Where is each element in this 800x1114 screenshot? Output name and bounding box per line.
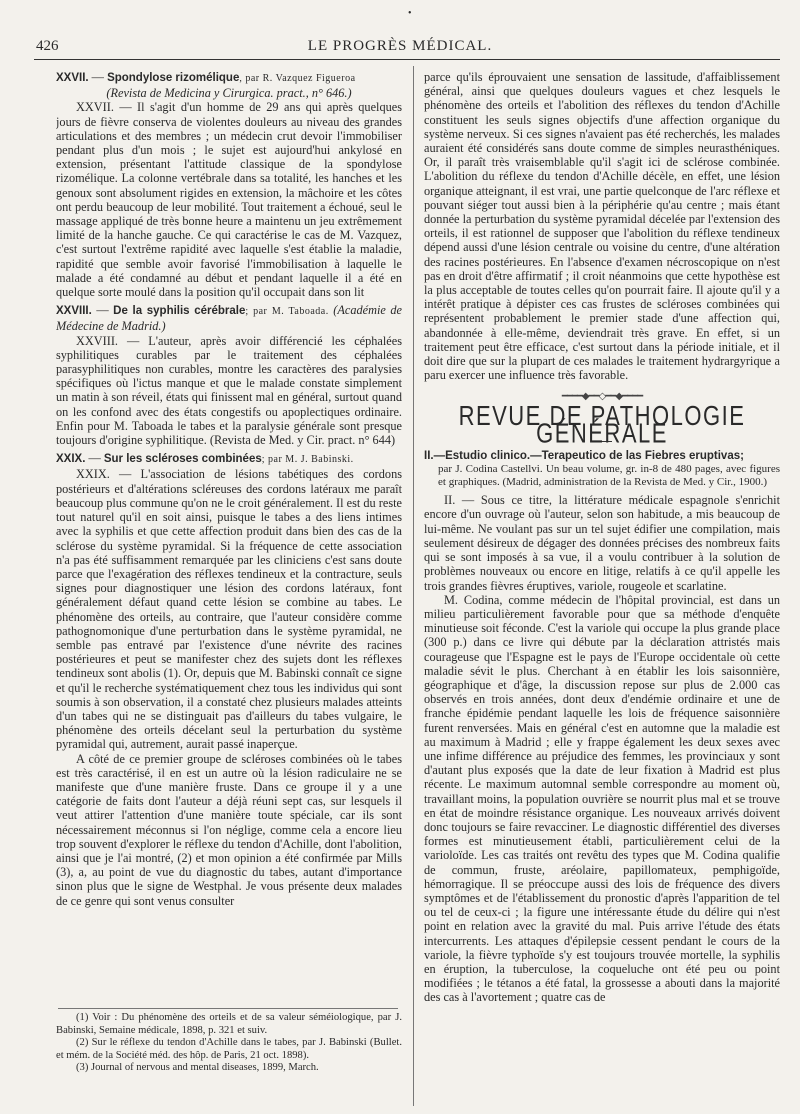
right-column bbox=[424, 70, 780, 1110]
header-rule bbox=[34, 59, 780, 60]
top-mark: • bbox=[408, 8, 412, 19]
review-paragraph: II. — Sous ce titre, la littérature médicale espagnole s'enrichit encore d'un ouvrage où l'auteur, selon son habitude, a mis beaucoup de lui-même. Ne voulant pas sur un tel sujet édifier une compilation, mais seulement désireux de dégager des données précises des nombreux faits qui se sont imposés à sa vue, il a voulu contribuer à la solution de problèmes nouveaux ou encore en litige, relatifs à ce qu'il appelle les trois grandes fièvres éruptives, variole, rougeole et scarlatine. bbox=[424, 493, 780, 593]
section-number: XXIX. bbox=[56, 453, 86, 466]
section-number: XXVIII. bbox=[56, 305, 92, 318]
section-source: (Académie de Médecine de Madrid.) bbox=[56, 303, 402, 334]
section-xxix-heading: XXIX. — Sur les scléroses combinées; par M. J. Babinski. bbox=[56, 451, 354, 466]
section-title: Sur les scléroses combinées bbox=[103, 453, 262, 466]
left-column bbox=[56, 70, 402, 1004]
column-divider bbox=[413, 66, 414, 1106]
footnote-rule bbox=[58, 1008, 398, 1009]
section-xxvii-heading: XXVII. — Spondylose rizomélique, par R. Vazquez Figueroa bbox=[56, 70, 356, 84]
section-xxvii-body: XXVII. — Il s'agit d'un homme de 29 ans qui après quelques jours de fièvre conserva de violentes douleurs au niveau des grandes articulations et des membres ; un médecin crut devoir l'immobiliser pendant plus d'un mois ; le sujet est aujourd'hui ankylosé en extension, présentant l'attitude classique de la spondylose rizomélique. La colonne vertébrale dans sa totalité, les hanches et les genoux sont absolument rigides en extension, la mâchoire et les côtes ont perdu beaucoup de leur mobilité. Tout traitement a échoué, seul le massage appliqué de très bonne heure a maintenu un jeu extrêmement limité de la hanche gauche. Ce qui caractérise le cas de M. Vazquez, c'est surtout l'extrême rapidité avec laquelle s'est établie la maladie, rapidité que semble avoir favorisé l'immobilisation à laquelle le malade a été condamné au début et pendant laquelle il a été en quelque sorte moulé dans la position qu'il occupait dans son lit bbox=[56, 100, 402, 300]
section-author: , par R. Vazquez Figueroa bbox=[239, 73, 356, 84]
review-heading bbox=[424, 448, 780, 463]
section-title: Spondylose rizomélique bbox=[107, 72, 240, 84]
section-author: ; par M. J. Babinski. bbox=[261, 454, 354, 466]
section-source: (Revista de Medicina y Cirurgica. pract., n° 646.) bbox=[106, 86, 352, 101]
page-header bbox=[0, 38, 800, 60]
section-xxix-body: XXIX. — L'association de lésions tabétiques des cordons postérieurs et d'altérations scléreuses des cordons latéraux me paraît beaucoup plus commune qu'on ne le croit généralement. Il est du reste tout naturel qu'il en soit ainsi, puisque le tabes a des liens intimes avec la syphilis et que cette affection produit dans bien des cas de la sclérose du système pyramidal. Si la fréquence de cette association n'a pas été suffisamment remarquée par les cliniciens c'est sans doute parce que l'exagération des réflexes tendineux et la contracture, seuls signes pour diagnostiquer une lésion des cordons latéraux, font généralement défaut quand cette lésion se combine au tabes. Le phénomène des orteils, au contraire, que l'auteur considère comme pathognomonique d'une perturbation dans le système pyramidal, ne semble pas entravé par l'existence d'une névrite des racines postérieures et peut se manifester chez des sujets dont les réflexes tendineux sont abolis (1). Or, depuis que M. Babinski connaît ce signe et qu'il le recherche systématiquement chez tous les individus qui sont soumis à son observation, il a constaté chez plusieurs malades atteints d'un tabes qui ne se distinguait pas d'ailleurs du tabes vulgaire, le phénomène des orteils décelant seul la perturbation du système pyramidal qui, autrement, aurait passé inaperçue. bbox=[56, 467, 402, 752]
section-number: XXVII. bbox=[56, 72, 89, 84]
review-title: II.—Estudio clinico.—Terapeutico de las Fiebres eruptivas; bbox=[424, 450, 744, 463]
continued-text: parce qu'ils éprouvaient une sensation de lassitude, d'affaiblissement général, ainsi que quelques douleurs vagues et chez lesquels le phénomène des orteils et l'abolition des réflexes du tendon d'Achille constituent les seuls signes objectifs d'une affection organique du système nerveux. Si ces signes n'avaient pas été recherchés, les malades auraient été considérés sans doute comme de simples neurasthéniques. Or, il paraît très vraisemblable qu'il s'agit ici de sclérose combinée. L'abolition du réflexe du tendon d'Achille décèle, en effet, une lésion organique atteignant, il est vrai, une partie quelconque de l'arc réflexe et pouvant siéger tout aussi bien à la périphérie qu'au centre ; mais étant donnée la perturbation du système pyramidal décelée par l'extension des orteils, il est rationnel de supposer que l'abolition du réflexe tendineux dépend aussi d'une lésion centrale ou voisine du centre, d'une altération des racines postérieures. En l'absence d'examen nécroscopique on n'est pas en droit d'être affirmatif ; il croit néanmoins que cette hypothèse est la plus acceptable de toutes celles qu'on pourrait faire. Il ajoute qu'il y a intérêt pratique à dépister ces cas frustes de scléroses combinées qui représentent probablement le premier stade d'une affection qui, abandonnée à elle-même, deviendrait très grave. En effet, si un traitement peut être efficace, c'est surtout dans la période initiale, et il doit dire que sur la plupart de ces malades le traitement hydrargyrique a paru exercer une influence très favorable. bbox=[424, 70, 780, 383]
revue-title: REVUE DE PATHOLOGIE GÉNÉRALE bbox=[458, 399, 746, 449]
page-number: 426 bbox=[36, 38, 59, 54]
running-title: LE PROGRÈS MÉDICAL. bbox=[307, 38, 493, 54]
section-ornament: ━━━━◆━━◇━━◆━━━━ bbox=[561, 391, 643, 403]
review-paragraph: M. Codina, comme médecin de l'hôpital provincial, est dans un milieu particulièrement favorable pour que sa méthode d'enquête minutieuse soit féconde. C'est la variole qui occupe la plus grande place (300 p.) dans ce livre qui débute par la déclaration attristés mais courageuse que l'Espagne est le pays de l'Europe occidentale où cette maladie sévit le plus. Cherchant à en établir les lois saisonnière, géographique et d'âge, la discussion repose sur plus de 2.000 cas observés en trois années, dont deux d'endémie ordinaire et une de franche épidémie pendant laquelle les lois de fréquence saisonnière furent renversées. Mais en général c'est en automne que la maladie est au maximum à Madrid ; elle y frappe également les deux sexes avec une infime différence au préjudice des femmes, les provinciaux y sont d'autant plus exposés que la date de leur fixation à Madrid est plus récente. Le maximum automnal semble correspondre au moment où, travaillant moins, la population ouvrière se nourrit plus mal et se trouve en état de moindre résistance organique. Les nouveaux arrivés doivent donc toujours se faire revacciner. Le diagnostic différentiel des diverses formes est minutieusement établi, particulièrement celui de la varioloïde. Les cas traités ont revêtu des types que M. Codina qualifie de commun, fruste, aréolaire, papillomateux, pemphigoïde, hémorragique. Il se préoccupe aussi des lois de fréquence des divers symptômes et de l'établissement du pronostic d'après l'apparition de tel ou tel de ceux-ci ; la figure une intéressante étude du délire qui n'est point en relation avec la gravité du mal. Puis arrive l'étude des états intercurrents. Les attaques d'épilepsie cessent pendant le cours de la variole, la fièvre typhoïde s'y est toujours trouvée mortelle, la syphilis en éruption, la tuberculose, la coqueluche ont été peu ou point modifiées ; le tétanos a été fatal, la grossesse a abouti dans la majorité des cas à l'avortement ; quatre cas de bbox=[424, 592, 780, 1005]
section-xxviii-body: XXVIII. — L'auteur, après avoir différencié les céphalées syphilitiques curables par le traitement des céphalées parasyphilitiques non curables, montre les caractères des paralysies spécifiques où l'ictus manque et que le malade constate simplement un matin à son réveil, états qui finissent mal en général, surtout quand on les confond avec des états congestifs ou apoplectiques ordinaire. Enfin pour M. Taboada le tabes et la paralysie générale sont presque toujours d'origine syphilitique. (Revista de Med. y Cir. pract. n° 644) bbox=[56, 333, 402, 448]
footnote: (3) Journal of nervous and mental diseases, 1899, March. bbox=[76, 1062, 319, 1073]
section-xxix-body-2: A côté de ce premier groupe de scléroses combinées où le tabes est très caractérisé, il en est un autre où la lésion radiculaire ne se manifeste que d'une manière fruste. Dans ce groupe il y a une catégorie de faits dont l'auteur a déjà réuni sept cas, sur lesquels il veut attirer l'attention d'une manière toute spéciale, car ils sont nécessairement méconnus si l'on néglige, comme cela a encore lieu trop souvent d'explorer le réflexe du tendon d'Achille, dont l'abolition, ainsi que je l'ai montré, (2) et mon opinion a été confirmée par Mills (3), a, au point de vue du diagnostic du tabes, autant d'importance sinon plus que le signe de Westphal. Je vous présente deux malades de ce genre qui sont venus consulter bbox=[56, 751, 402, 908]
footnotes bbox=[56, 1012, 402, 1075]
footnote: (2) Sur le réflexe du tendon d'Achille dans le tabes, par J. Babinski (Bullet. et mém. de la Société méd. des hôp. de Paris, 21 oct. 1898). bbox=[56, 1037, 402, 1061]
section-xxviii-heading: XXVIII. — De la syphilis cérébrale; par M. Taboada. (Académie de Médecine de Madrid.) bbox=[56, 303, 402, 334]
section-author: ; par M. Taboada. bbox=[245, 306, 329, 318]
review-reference: par J. Codina Castellvi. Un beau volume, gr. in-8 de 480 pages, avec figures et graphiques. (Madrid, administration de la Revista de Med. y Cir., 1900.) bbox=[438, 463, 780, 489]
section-title: De la syphilis cérébrale bbox=[113, 305, 246, 318]
footnote: (1) Voir : Du phénomène des orteils et de sa valeur séméiologique, par J. Babinski, Semaine médicale, 1898, p. 321 et suiv. bbox=[56, 1012, 402, 1036]
